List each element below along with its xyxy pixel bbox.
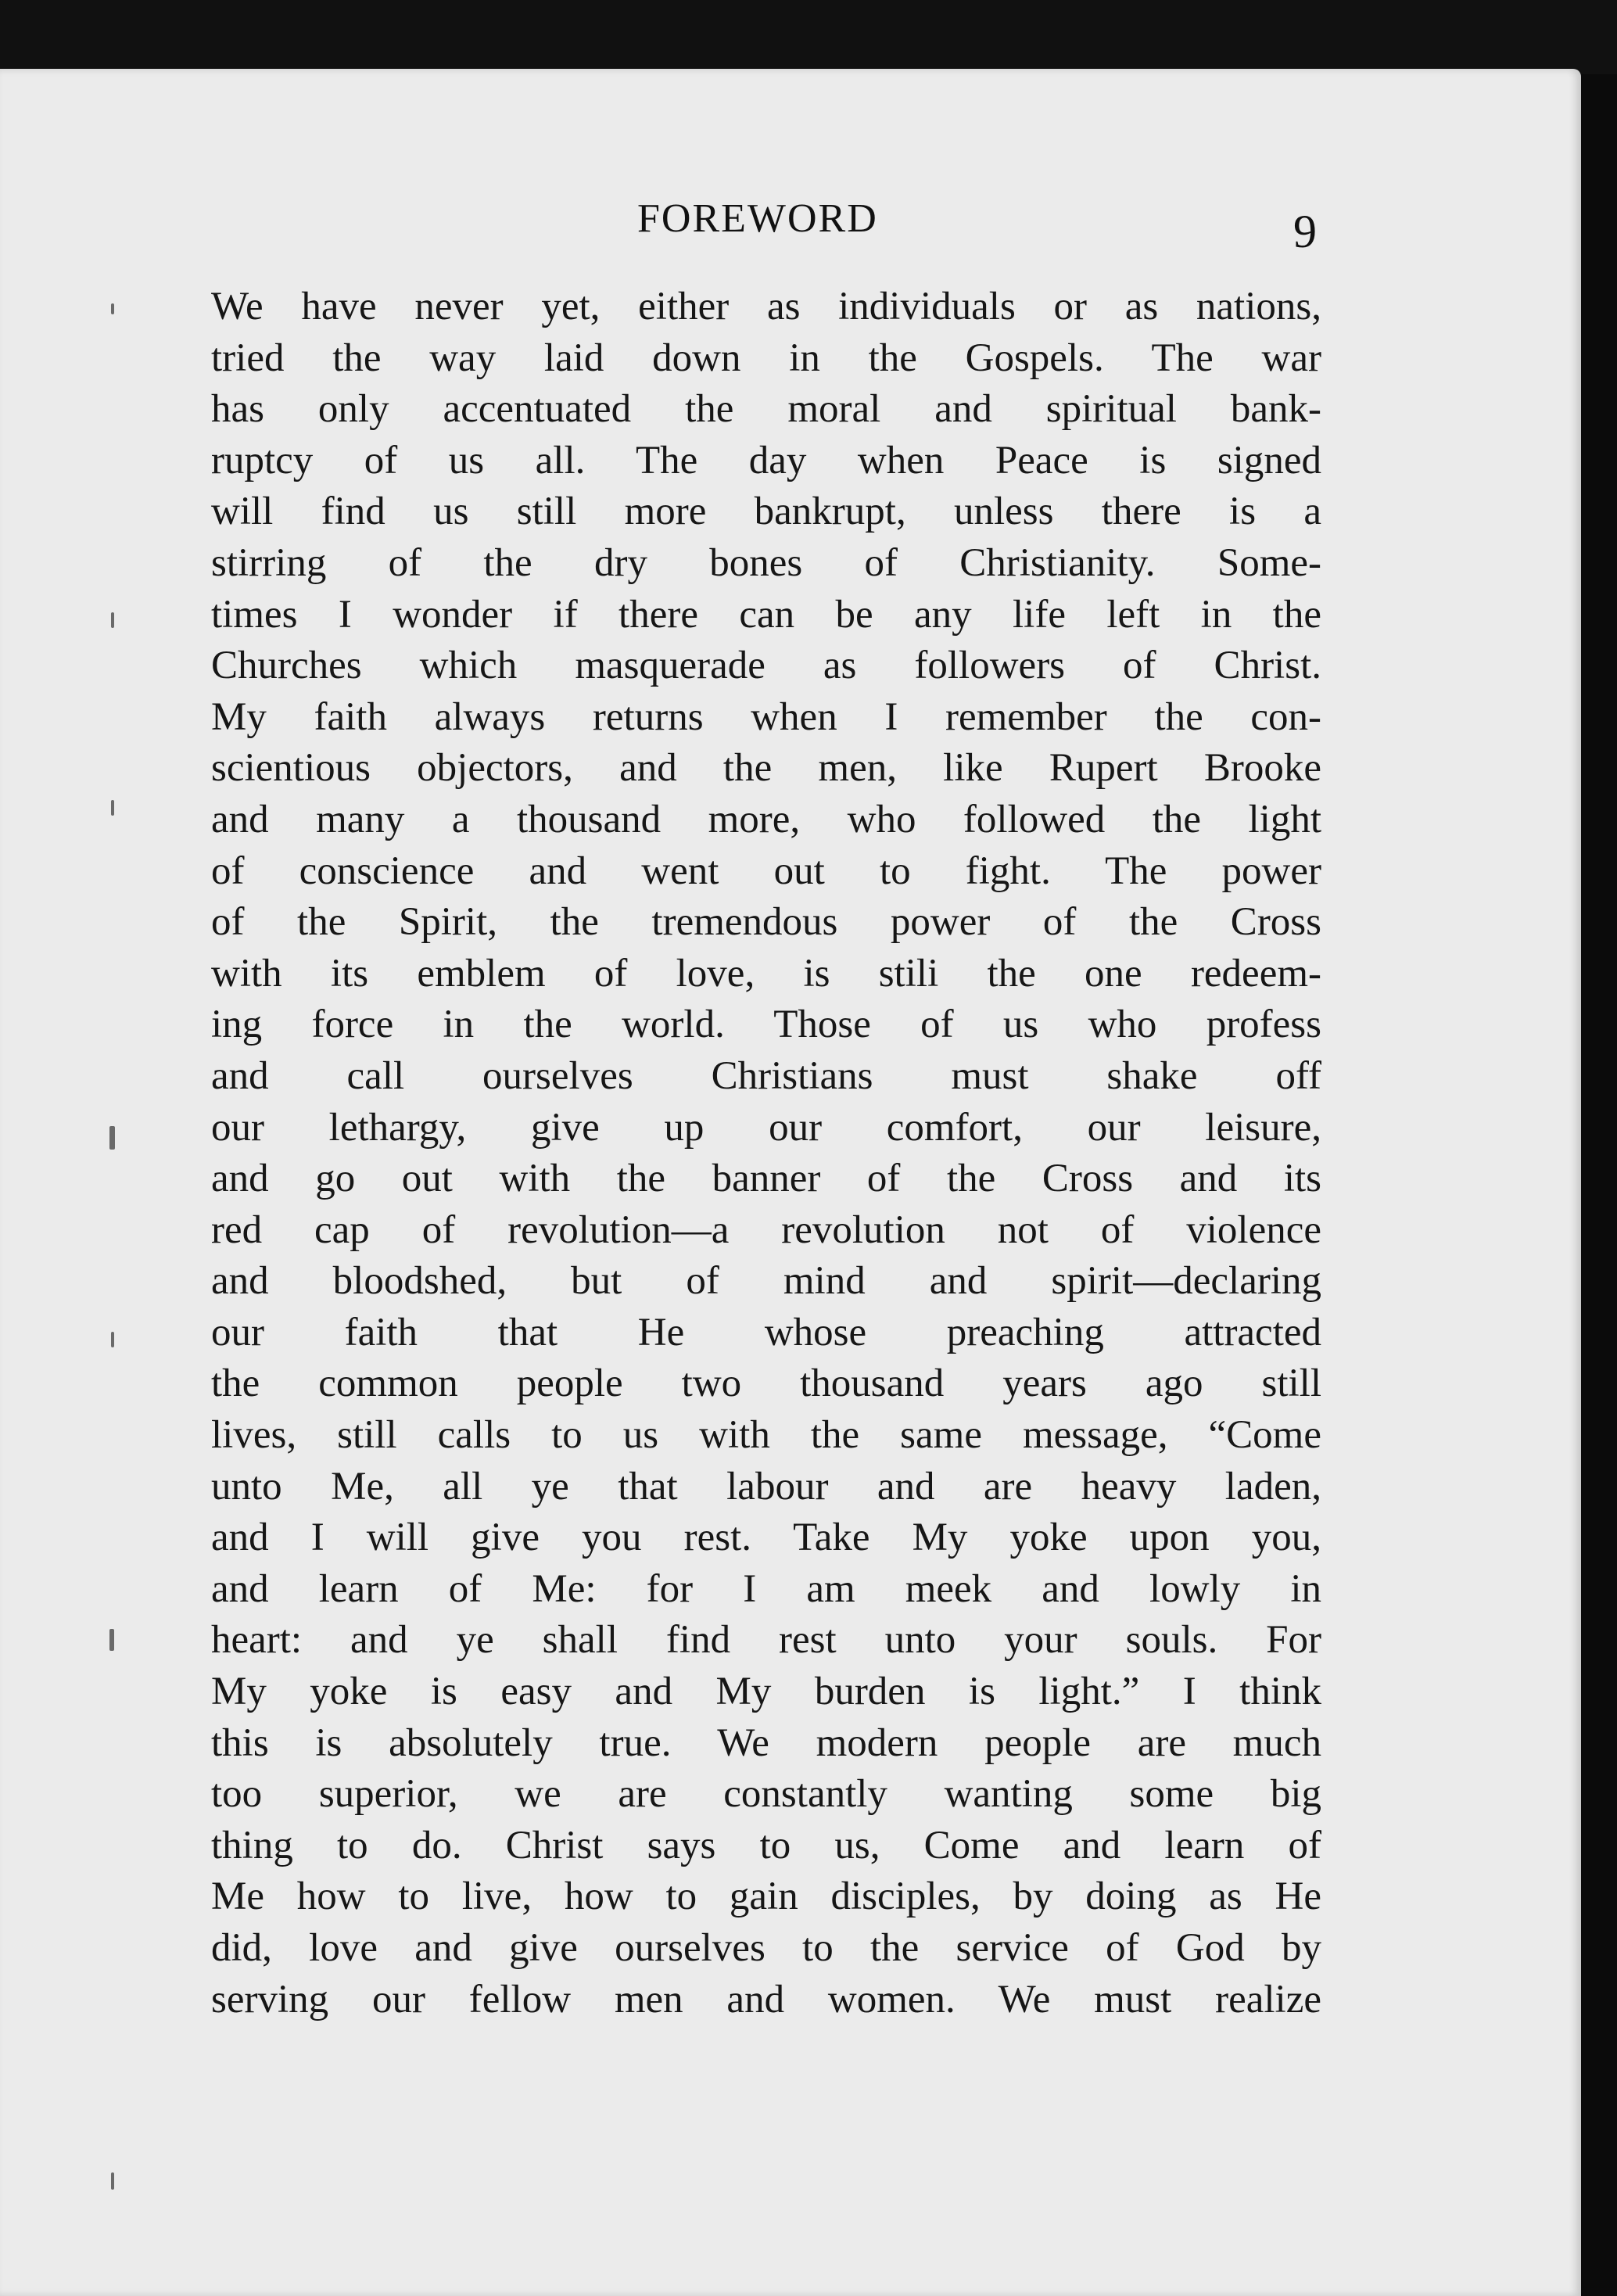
gutter-mark xyxy=(111,612,114,628)
text-line: and bloodshed, but of mind and spirit—declaring xyxy=(211,1259,1321,1304)
text-line: and many a thousand more, who followed the light xyxy=(211,797,1321,841)
text-line: thing to do. Christ says to us, Come and learn of xyxy=(211,1823,1321,1867)
gutter-mark xyxy=(109,1629,114,1651)
text-line: unto Me, all ye that labour and are heavy laden, xyxy=(211,1464,1321,1509)
gutter-mark xyxy=(111,800,114,816)
text-line: and go out with the banner of the Cross and its xyxy=(211,1157,1321,1201)
text-line: My yoke is easy and My burden is light.” I think xyxy=(211,1670,1321,1714)
text-line: and call ourselves Christians must shake off xyxy=(211,1053,1321,1098)
text-line: too superior, we are constantly wanting some big xyxy=(211,1772,1321,1817)
text-line: the common people two thousand years ago still xyxy=(211,1361,1321,1406)
running-head: FOREWORD xyxy=(637,196,878,241)
text-line: will find us still more bankrupt, unless there is a xyxy=(211,490,1321,534)
page-number: 9 xyxy=(1293,206,1317,257)
text-line: serving our fellow men and women. We must realize xyxy=(211,1977,1321,2022)
text-line: has only accentuated the moral and spiritual bank- xyxy=(211,387,1321,432)
gutter-mark xyxy=(111,2172,114,2190)
text-line: scientious objectors, and the men, like Rupert Brooke xyxy=(211,746,1321,791)
text-line: lives, still calls to us with the same message, “Come xyxy=(211,1413,1321,1458)
text-line: We have never yet, either as individuals or as nations, xyxy=(211,285,1321,328)
text-line: this is absolutely true. We modern people are much xyxy=(211,1720,1321,1765)
scan-top-border xyxy=(0,0,1617,74)
text-line: My faith always returns when I remember the con- xyxy=(211,694,1321,739)
text-line: ing force in the world. Those of us who profess xyxy=(211,1003,1321,1047)
text-line: tried the way laid down in the Gospels. The war xyxy=(211,335,1321,380)
text-line: with its emblem of love, is stili the one redeem- xyxy=(211,951,1321,996)
text-line: Churches which masquerade as followers of Christ. xyxy=(211,644,1321,688)
text-line: times I wonder if there can be any life left in the xyxy=(211,592,1321,637)
text-line: heart: and ye shall find rest unto your souls. For xyxy=(211,1618,1321,1663)
text-line: our lethargy, give up our comfort, our leisure, xyxy=(211,1105,1321,1150)
text-line: red cap of revolution—a revolution not of violence xyxy=(211,1207,1321,1252)
body-paragraph xyxy=(211,282,1321,2025)
text-line: ruptcy of us all. The day when Peace is signed xyxy=(211,438,1321,483)
text-line: Me how to live, how to gain disciples, by doing as He xyxy=(211,1874,1321,1919)
text-line: stirring of the dry bones of Christianity. Some- xyxy=(211,540,1321,585)
text-line: and learn of Me: for I am meek and lowly in xyxy=(211,1566,1321,1611)
text-line: of conscience and went out to fight. The power xyxy=(211,848,1321,893)
text-line: of the Spirit, the tremendous power of the Cross xyxy=(211,900,1321,945)
gutter-mark xyxy=(111,1332,114,1347)
text-line: our faith that He whose preaching attracted xyxy=(211,1310,1321,1354)
text-line: did, love and give ourselves to the service of God by xyxy=(211,1926,1321,1970)
gutter-mark xyxy=(111,303,114,314)
text-line: and I will give you rest. Take My yoke upon you, xyxy=(211,1516,1321,1560)
gutter-mark xyxy=(109,1126,115,1150)
